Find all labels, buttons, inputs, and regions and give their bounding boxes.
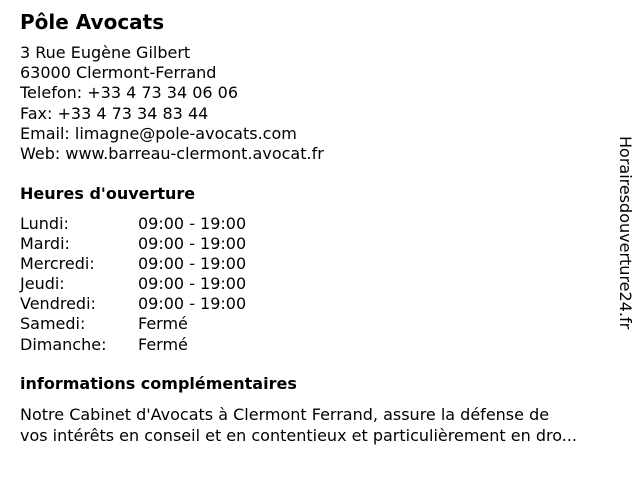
contact-block xyxy=(20,43,324,164)
fax-number: Fax: +33 4 73 34 83 44 xyxy=(20,103,209,123)
address-street: 3 Rue Eugène Gilbert xyxy=(20,43,191,62)
website-url: Web: www.barreau-clermont.avocat.fr xyxy=(20,143,324,163)
day-label: Lundi: xyxy=(20,214,69,233)
day-label: Dimanche: xyxy=(20,334,107,354)
hours-row-tuesday xyxy=(20,234,320,254)
hours-value: Fermé xyxy=(138,314,188,334)
hours-row-wednesday xyxy=(20,254,320,274)
description-line: vos intérêts en conseil et en contentieux et particulièrement en dro... xyxy=(20,426,577,445)
phone-number: Telefon: +33 4 73 34 06 06 xyxy=(20,83,239,103)
hours-value: 09:00 - 19:00 xyxy=(138,214,247,233)
address-city: 63000 Clermont-Ferrand xyxy=(20,63,217,83)
hours-row-saturday xyxy=(20,314,320,334)
business-name: Pôle Avocats xyxy=(20,10,165,34)
hours-row-monday xyxy=(20,214,320,234)
hours-row-thursday xyxy=(20,274,320,294)
site-watermark: Horairesdouverture24.fr xyxy=(616,136,635,330)
hours-value: 09:00 - 19:00 xyxy=(138,294,247,314)
day-label: Samedi: xyxy=(20,314,86,334)
day-label: Mardi: xyxy=(20,234,70,254)
additional-info-heading: informations complémentaires xyxy=(20,374,297,393)
day-label: Jeudi: xyxy=(20,274,65,294)
opening-hours-table xyxy=(20,214,320,355)
day-label: Vendredi: xyxy=(20,294,96,314)
hours-value: 09:00 - 19:00 xyxy=(138,234,247,254)
hours-value: 09:00 - 19:00 xyxy=(138,274,247,294)
day-label: Mercredi: xyxy=(20,254,95,274)
hours-value: Fermé xyxy=(138,334,188,354)
opening-hours-heading: Heures d'ouverture xyxy=(20,184,196,203)
description-block xyxy=(20,404,577,446)
description-line: Notre Cabinet d'Avocats à Clermont Ferrand, assure la défense de xyxy=(20,405,550,424)
hours-row-sunday xyxy=(20,335,320,355)
email-address: Email: limagne@pole-avocats.com xyxy=(20,123,297,143)
hours-row-friday xyxy=(20,294,320,314)
hours-value: 09:00 - 19:00 xyxy=(138,254,247,274)
